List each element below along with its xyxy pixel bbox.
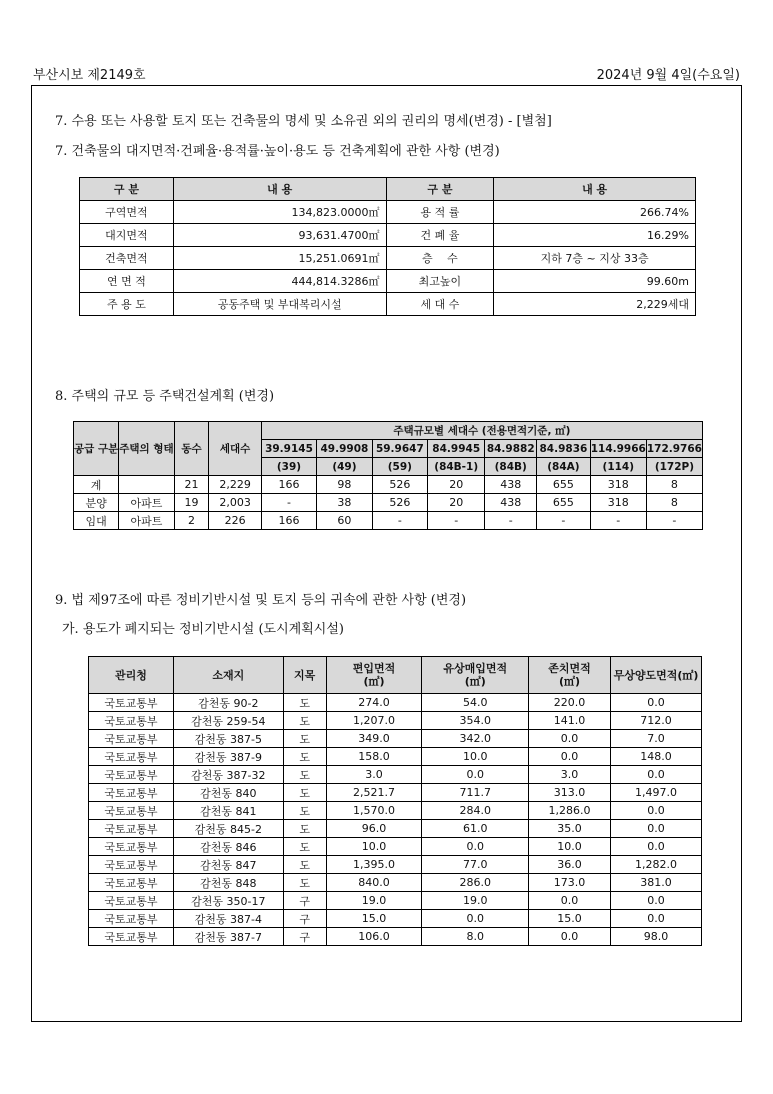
cell: 2 [174,512,209,530]
header-supply: 공급 구분 [74,422,119,476]
cell: 감천동 841 [173,802,283,820]
cell: 주 용 도 [80,293,174,316]
table-row [80,201,696,224]
cell: 354.0 [422,712,529,730]
cell: 19.0 [422,892,529,910]
header-cell: 무상양도면적(㎡) [610,657,701,694]
cell: 173.0 [529,874,611,892]
cell: 0.0 [610,820,701,838]
cell: 국토교통부 [89,838,174,856]
cell: 구 [283,910,326,928]
cell: 8 [646,476,702,494]
cell: 10.0 [529,838,611,856]
cell: 감천동 387-5 [173,730,283,748]
cell: 대지면적 [80,224,174,247]
header-cell: 구 분 [386,178,494,201]
cell: 0.0 [610,694,701,712]
cell: 0.0 [422,910,529,928]
table-row [89,730,702,748]
size-code: (84A) [537,458,591,476]
table-row [89,910,702,928]
cell: 2,229세대 [494,293,696,316]
cell: 840.0 [326,874,422,892]
cell: 3.0 [529,766,611,784]
cell: 38 [317,494,372,512]
cell: 2,521.7 [326,784,422,802]
cell: 도 [283,748,326,766]
cell: - [537,512,591,530]
page-header-right: 2024년 9월 4일(수요일) [596,68,740,83]
cell: 1,395.0 [326,856,422,874]
cell: 국토교통부 [89,694,174,712]
cell: 77.0 [422,856,529,874]
cell: 도 [283,712,326,730]
header-cell: 내 용 [494,178,696,201]
cell: 20 [428,494,485,512]
cell: 국토교통부 [89,730,174,748]
cell: 국토교통부 [89,784,174,802]
cell: 438 [485,476,537,494]
cell: 134,823.0000㎡ [173,201,386,224]
cell: 141.0 [529,712,611,730]
cell: 711.7 [422,784,529,802]
size-code: (172P) [646,458,702,476]
cell: 도 [283,838,326,856]
cell: 266.74% [494,201,696,224]
cell: 526 [372,494,427,512]
cell: 106.0 [326,928,422,946]
cell: 국토교통부 [89,892,174,910]
cell: 용 적 률 [386,201,494,224]
housing-size-table [73,421,703,530]
table-row [80,293,696,316]
cell: 220.0 [529,694,611,712]
cell: 284.0 [422,802,529,820]
cell: 도 [283,766,326,784]
cell: 226 [209,512,261,530]
size-area: 84.9836 [537,440,591,458]
cell: 0.0 [529,892,611,910]
cell: 20 [428,476,485,494]
cell: 0.0 [610,802,701,820]
cell: - [428,512,485,530]
size-area: 114.9966 [590,440,646,458]
cell: 도 [283,820,326,838]
cell: 342.0 [422,730,529,748]
table-row [89,856,702,874]
table-row [89,892,702,910]
cell: 감천동 387-32 [173,766,283,784]
cell: 99.60m [494,270,696,293]
cell: 19 [174,494,209,512]
cell: 층 수 [386,247,494,270]
cell: 감천동 848 [173,874,283,892]
cell: 감천동 90-2 [173,694,283,712]
cell: 98 [317,476,372,494]
size-area: 172.9766 [646,440,702,458]
header-size-group: 주택규모별 세대수 (전용면적기준, ㎡) [261,422,702,440]
cell: 구 [283,928,326,946]
header-units: 세대수 [209,422,261,476]
page-header-left: 부산시보 제2149호 [33,68,146,83]
table-row [74,494,703,512]
cell: - [372,512,427,530]
size-code: (84B-1) [428,458,485,476]
cell: 국토교통부 [89,874,174,892]
cell: 도 [283,730,326,748]
section-9-subitem: 가. 용도가 폐지되는 정비기반시설 (도시계획시설) [62,622,344,637]
cell: 감천동 845-2 [173,820,283,838]
cell: 감천동 350-17 [173,892,283,910]
cell: 국토교통부 [89,856,174,874]
cell: 지하 7층 ~ 지상 33층 [494,247,696,270]
table-row [89,766,702,784]
cell: 349.0 [326,730,422,748]
cell: 15,251.0691㎡ [173,247,386,270]
cell: 공동주택 및 부대복리시설 [173,293,386,316]
cell: 10.0 [422,748,529,766]
infrastructure-table [88,656,702,946]
cell: 세 대 수 [386,293,494,316]
cell: 최고높이 [386,270,494,293]
cell: 16.29% [494,224,696,247]
cell: 감천동 387-9 [173,748,283,766]
cell: 15.0 [326,910,422,928]
cell: 계 [74,476,119,494]
table-row [89,712,702,730]
cell: 1,282.0 [610,856,701,874]
cell: - [261,494,316,512]
section-9-infrastructure: 9. 법 제97조에 따른 정비기반시설 및 토지 등의 귀속에 관한 사항 (변경) [55,593,467,608]
cell: 0.0 [422,766,529,784]
header-cell: 구 분 [80,178,174,201]
size-area: 39.9145 [261,440,316,458]
size-code: (59) [372,458,427,476]
table-row [80,270,696,293]
table-header-row [89,657,702,694]
cell: 국토교통부 [89,766,174,784]
section-7-building-plan: 7. 건축물의 대지면적·건폐율·용적률·높이·용도 등 건축계획에 관한 사항 (변경) [55,144,500,159]
cell: 2,229 [209,476,261,494]
header-cell: 내 용 [173,178,386,201]
header-cell: 존치면적 (㎡) [529,657,611,694]
cell: 감천동 840 [173,784,283,802]
cell: 286.0 [422,874,529,892]
table-row [89,820,702,838]
header-cell: 관리청 [89,657,174,694]
cell: 구역면적 [80,201,174,224]
cell: 1,570.0 [326,802,422,820]
cell: 1,286.0 [529,802,611,820]
size-area: 84.9945 [428,440,485,458]
cell: 438 [485,494,537,512]
header-cell: 지목 [283,657,326,694]
cell: 2,003 [209,494,261,512]
cell: 감천동 259-54 [173,712,283,730]
cell: 국토교통부 [89,928,174,946]
cell: 444,814.3286㎡ [173,270,386,293]
table-row [74,512,703,530]
cell: 건축면적 [80,247,174,270]
cell: 도 [283,856,326,874]
cell: 318 [590,476,646,494]
cell [119,476,174,494]
cell: 0.0 [422,838,529,856]
cell: 381.0 [610,874,701,892]
cell: 도 [283,694,326,712]
cell: 0.0 [529,928,611,946]
cell: 도 [283,802,326,820]
table-row [89,802,702,820]
cell: 구 [283,892,326,910]
cell: 712.0 [610,712,701,730]
cell: - [646,512,702,530]
cell: 0.0 [610,910,701,928]
cell: 148.0 [610,748,701,766]
size-area: 59.9647 [372,440,427,458]
cell: 건 폐 율 [386,224,494,247]
cell: 도 [283,784,326,802]
cell: 19.0 [326,892,422,910]
cell: - [485,512,537,530]
cell: 감천동 847 [173,856,283,874]
cell: 국토교통부 [89,712,174,730]
cell: 60 [317,512,372,530]
cell: 274.0 [326,694,422,712]
header-housing-type: 주택의 형태 [119,422,174,476]
cell: 0.0 [610,838,701,856]
cell: 아파트 [119,512,174,530]
cell: 감천동 387-7 [173,928,283,946]
table-row [74,476,703,494]
cell: 93,631.4700㎡ [173,224,386,247]
cell: 158.0 [326,748,422,766]
cell: 36.0 [529,856,611,874]
cell: 감천동 387-4 [173,910,283,928]
cell: 655 [537,494,591,512]
cell: 35.0 [529,820,611,838]
table-row [89,694,702,712]
size-area: 49.9908 [317,440,372,458]
cell: 1,497.0 [610,784,701,802]
cell: 감천동 846 [173,838,283,856]
cell: 아파트 [119,494,174,512]
cell: 655 [537,476,591,494]
size-code: (39) [261,458,316,476]
cell: 0.0 [610,892,701,910]
cell: 8.0 [422,928,529,946]
table-row [89,784,702,802]
cell: 0.0 [529,730,611,748]
table-row [89,748,702,766]
table-row [80,247,696,270]
table-row [89,928,702,946]
cell: 166 [261,476,316,494]
cell: 96.0 [326,820,422,838]
cell: 0.0 [610,766,701,784]
table-header-row [80,178,696,201]
cell: 0.0 [529,748,611,766]
cell: 분양 [74,494,119,512]
cell: 166 [261,512,316,530]
cell: 국토교통부 [89,748,174,766]
cell: 국토교통부 [89,820,174,838]
section-7-rights: 7. 수용 또는 사용할 토지 또는 건축물의 명세 및 소유권 외의 권리의 명세(변경) - [별첨] [55,114,552,129]
header-dong: 동수 [174,422,209,476]
table-row [89,838,702,856]
cell: 15.0 [529,910,611,928]
cell: 도 [283,874,326,892]
cell: 526 [372,476,427,494]
cell: 국토교통부 [89,910,174,928]
header-cell: 편입면적 (㎡) [326,657,422,694]
header-cell: 유상매입면적 (㎡) [422,657,529,694]
cell: 318 [590,494,646,512]
cell: 7.0 [610,730,701,748]
cell: 국토교통부 [89,802,174,820]
size-code: (84B) [485,458,537,476]
size-area: 84.9882 [485,440,537,458]
cell: 61.0 [422,820,529,838]
cell: 8 [646,494,702,512]
cell: - [590,512,646,530]
cell: 10.0 [326,838,422,856]
cell: 3.0 [326,766,422,784]
header-cell: 소재지 [173,657,283,694]
section-8-housing-plan: 8. 주택의 규모 등 주택건설계획 (변경) [55,389,275,404]
cell: 연 면 적 [80,270,174,293]
cell: 313.0 [529,784,611,802]
cell: 54.0 [422,694,529,712]
size-code: (114) [590,458,646,476]
cell: 21 [174,476,209,494]
cell: 1,207.0 [326,712,422,730]
cell: 98.0 [610,928,701,946]
building-plan-table [79,177,696,316]
size-code: (49) [317,458,372,476]
cell: 임대 [74,512,119,530]
table-row [89,874,702,892]
table-row [80,224,696,247]
